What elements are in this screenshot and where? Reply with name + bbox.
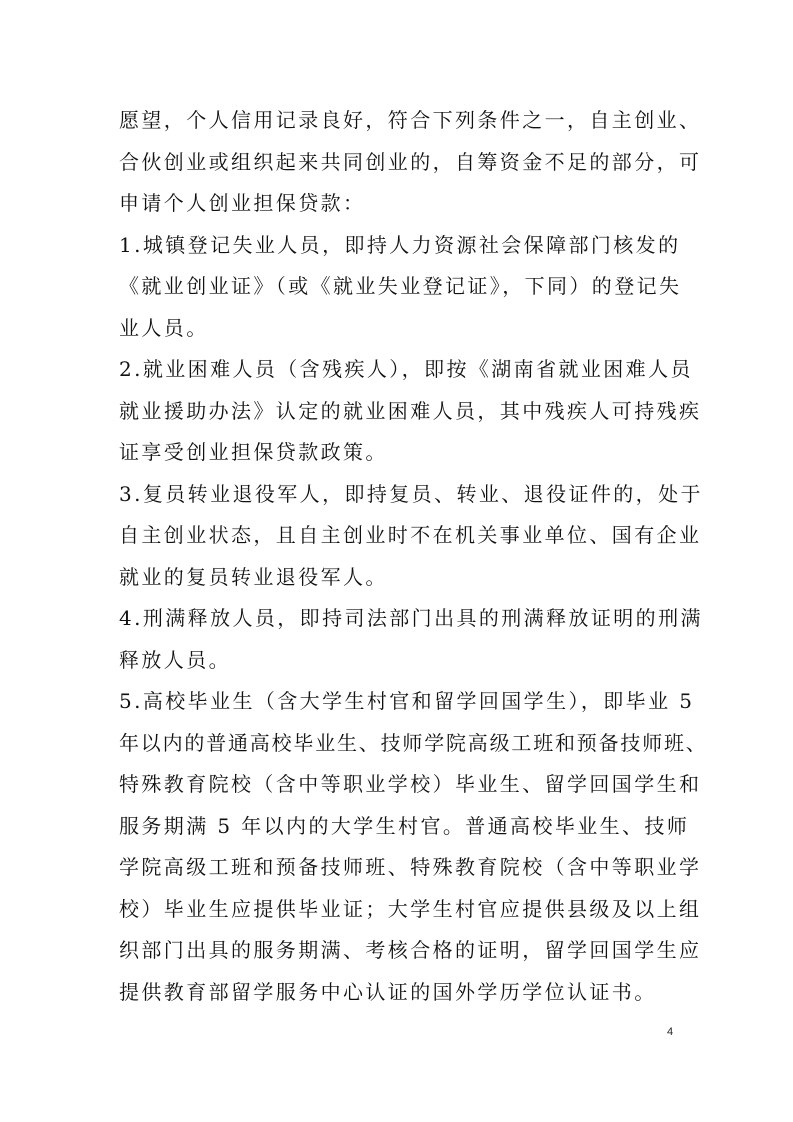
text-line: 织部门出具的服务期满、考核合格的证明，留学回国学生应 [119,938,702,962]
text-line: 证享受创业担保贷款政策。 [119,440,388,464]
text-line: 申请个人创业担保贷款： [119,191,366,215]
text-line: 自主创业状态，且自主创业时不在机关事业单位、国有企业 [119,523,702,547]
text-line: 年以内的普通高校毕业生、技师学院高级工班和预备技师班、 [119,730,708,755]
text-line: 提供教育部留学服务中心认证的国外学历学位认证书。 [119,979,657,1004]
body-text [119,100,709,1013]
text-line: 合伙创业或组织起来共同创业的，自筹资金不足的部分，可 [119,149,702,174]
text-line: 释放人员。 [119,647,231,672]
text-line: 2.就业困难人员（含残疾人），即按《湖南省就业困难人员 [119,357,693,381]
text-line: 校）毕业生应提供毕业证；大学生村官应提供县级及以上组 [119,896,702,921]
text-line: 1.城镇登记失业人员，即持人力资源社会保障部门核发的 [119,232,681,257]
text-line: 就业的复员转业退役军人。 [119,564,388,589]
text-line: 《就业创业证》（或《就业失业登记证》，下同）的登记失 [119,274,682,298]
text-line: 业人员。 [119,315,209,340]
text-line: 就业援助办法》认定的就业困难人员，其中残疾人可持残疾 [119,398,702,423]
text-line: 学院高级工班和预备技师班、特殊教育院校（含中等职业学 [119,855,702,879]
text-line: 特殊教育院校（含中等职业学校）毕业生、留学回国学生和 [119,772,702,796]
page-number: 4 [667,1026,674,1038]
text-line: 3.复员转业退役军人，即持复员、转业、退役证件的，处于 [119,481,703,506]
text-line: 服务期满 5 年以内的大学生村官。普通高校毕业生、技师 [119,813,690,838]
text-line: 愿望，个人信用记录良好，符合下列条件之一，自主创业、 [119,108,702,132]
text-line: 4.刑满释放人员，即持司法部门出具的刑满释放证明的刑满 [119,606,703,630]
text-line: 5.高校毕业生（含大学生村官和留学回国学生），即毕业 5 [119,689,695,713]
